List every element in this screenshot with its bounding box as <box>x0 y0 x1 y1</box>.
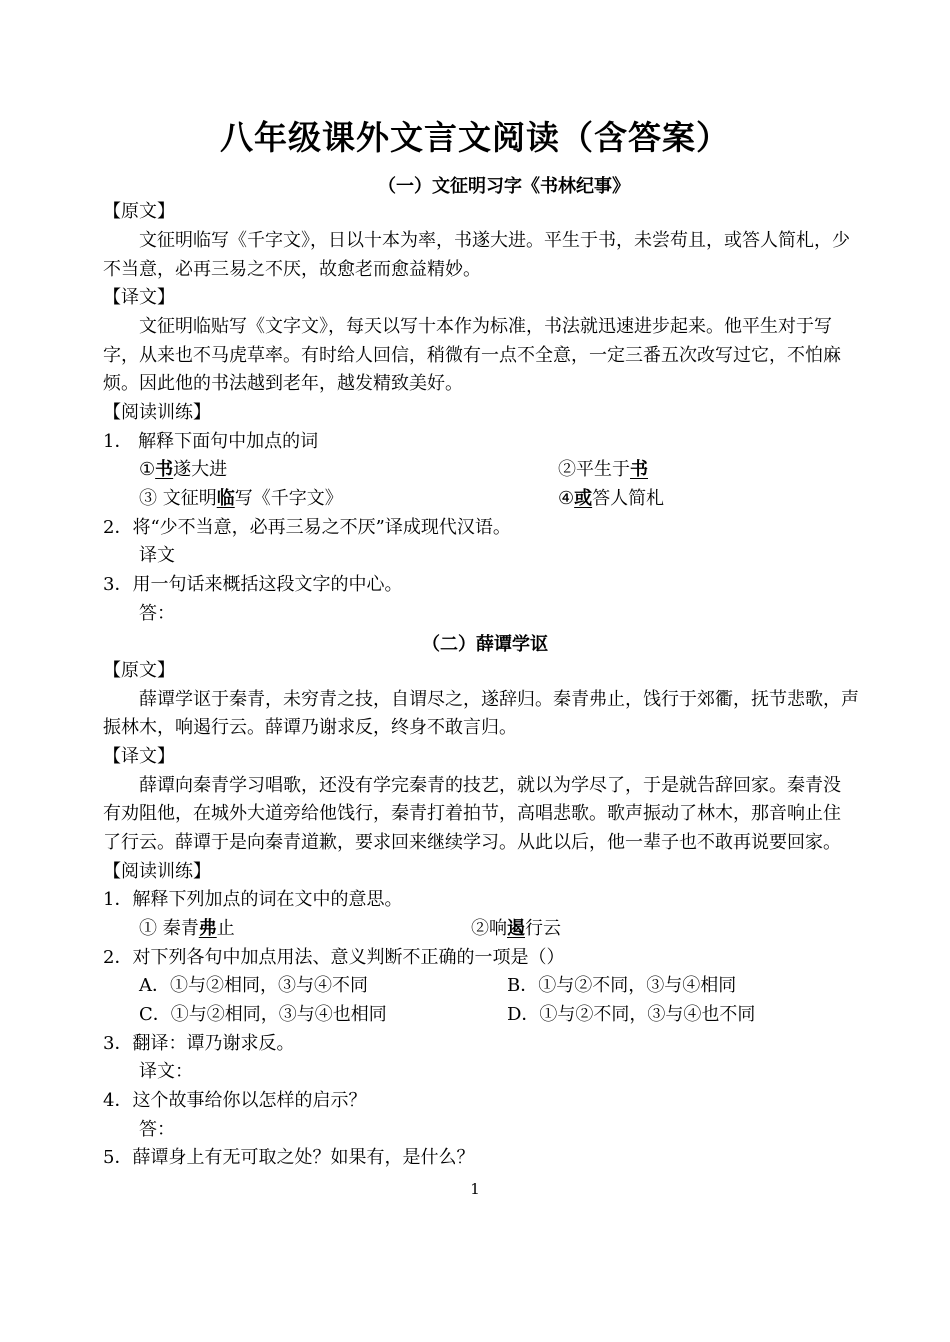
section1-q2-answer-label: 译文 <box>139 545 175 566</box>
section2-q2-option: C．①与②相同，③与④也相同 <box>139 1004 387 1025</box>
section1-q1-item: ①书遂大进 <box>139 459 228 480</box>
section2-yiwen-line: 了行云。薛谭于是向秦青道歉，要求回来继续学习。从此以后，他一辈子也不敢再说要回家。 <box>103 832 841 853</box>
section1-question-3: 3．用一句话来概括这段文字的中心。 <box>103 574 403 595</box>
section1-question-1: 1． 解释下面句中加点的词 <box>103 431 319 452</box>
section2-q1-item: ① 秦青弗止 <box>139 918 235 939</box>
section2-question-2: 2．对下列各句中加点用法、意义判断不正确的一项是（） <box>103 947 565 968</box>
section2-question-5: 5．薛谭身上有无可取之处？如果有，是什么？ <box>103 1147 475 1168</box>
section1-yuanwen-label: 【原文】 <box>103 201 175 222</box>
section1-q3-answer-label: 答： <box>139 603 175 624</box>
section1-yuanwen-line: 文征明临写《千字文》，日以十本为率，书遂大进。平生于书，未尝苟且，或答人简札，少 <box>139 230 850 251</box>
section1-yiwen-line: 烦。因此他的书法越到老年，越发精致美好。 <box>103 373 463 394</box>
page-number: 1 <box>470 1180 480 1198</box>
document-title: 八年级课外文言文阅读（含答案） <box>220 118 730 157</box>
section2-yiwen-label: 【译文】 <box>103 746 175 767</box>
section1-training-label: 【阅读训练】 <box>103 402 211 423</box>
section2-training-label: 【阅读训练】 <box>103 861 211 882</box>
section2-yiwen-line: 薛谭向秦青学习唱歌，还没有学完秦青的技艺，就以为学尽了，于是就告辞回家。秦青没 <box>139 775 841 796</box>
section2-q4-answer-label: 答： <box>139 1119 175 1140</box>
section2-q2-option: D．①与②不同，③与④也不同 <box>507 1004 756 1025</box>
section2-q2-option: A．①与②相同，③与④不同 <box>139 975 368 996</box>
dotted-word: 书 <box>155 459 174 480</box>
section2-q1-item: ②响遏行云 <box>471 918 561 939</box>
dotted-word: 遏 <box>507 918 525 939</box>
section2-question-3: 3．翻译：谭乃谢求反。 <box>103 1033 295 1054</box>
section1-heading: （一）文征明习字《书林纪事》 <box>378 176 630 197</box>
section2-yuanwen-label: 【原文】 <box>103 660 175 681</box>
section1-q1-item: ②平生于书 <box>558 459 648 480</box>
section2-q3-answer-label: 译文： <box>139 1061 193 1082</box>
section2-q2-option: B．①与②不同，③与④相同 <box>507 975 737 996</box>
section2-question-1: 1．解释下列加点的词在文中的意思。 <box>103 889 403 910</box>
dotted-word: 或 <box>574 488 593 509</box>
section1-yiwen-line: 文征明临贴写《文字文》，每天以写十本作为标准，书法就迅速进步起来。他平生对于写 <box>139 316 832 337</box>
dotted-word: 临 <box>216 488 235 509</box>
section2-yuanwen-line: 薛谭学讴于秦青，未穷青之技，自谓尽之，遂辞归。秦青弗止，饯行于郊衢，抚节悲歌，声 <box>139 689 859 710</box>
section2-heading: （二）薛谭学讴 <box>422 634 548 655</box>
dotted-word: 弗 <box>198 918 217 939</box>
section1-q1-item: ④或答人简札 <box>558 488 665 509</box>
section2-yiwen-line: 有劝阻他，在城外大道旁给他饯行，秦青打着拍节，高唱悲歌。歌声振动了林木，那音响止住 <box>103 803 841 824</box>
section1-question-2: 2．将“少不当意，必再三易之不厌”译成现代汉语。 <box>103 517 511 538</box>
section1-q1-item: ③ 文征明临写《千字文》 <box>139 488 343 509</box>
section2-question-4: 4．这个故事给你以怎样的启示？ <box>103 1090 367 1111</box>
section1-yuanwen-line: 不当意，必再三易之不厌，故愈老而愈益精妙。 <box>103 259 481 280</box>
section2-yuanwen-line: 振林木，响遏行云。薛谭乃谢求反，终身不敢言归。 <box>103 717 517 738</box>
dotted-word: 书 <box>630 459 648 480</box>
section1-yiwen-line: 字，从来也不马虎草率。有时给人回信，稍微有一点不全意，一定三番五次改写过它，不怕麻 <box>103 345 841 366</box>
section1-yiwen-label: 【译文】 <box>103 287 175 308</box>
